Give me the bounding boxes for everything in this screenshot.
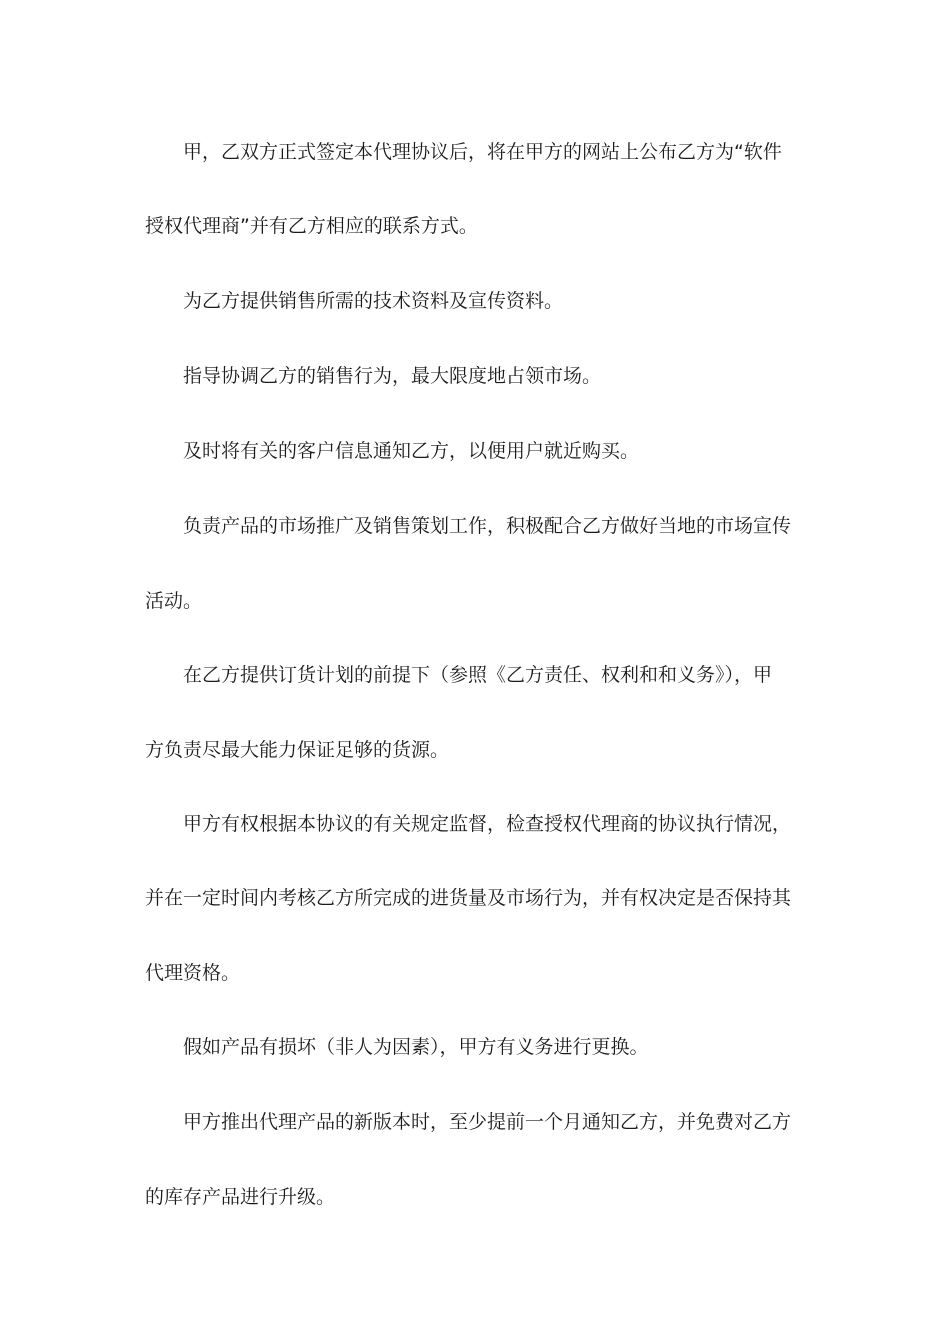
paragraph-3-line-1: 指导协调乙方的销售行为，最大限度地占领市场。 — [183, 365, 602, 387]
paragraph-9-line-1: 甲方推出代理产品的新版本时，至少提前一个月通知乙方，并免费对乙方 — [183, 1111, 792, 1133]
paragraph-2-line-1: 为乙方提供销售所需的技术资料及宣传资料。 — [183, 290, 564, 312]
paragraph-5-line-2: 活动。 — [145, 590, 203, 612]
paragraph-7-line-1: 甲方有权根据本协议的有关规定监督，检查授权代理商的协议执行情况， — [183, 813, 792, 835]
paragraph-6-line-1: 在乙方提供订货计划的前提下（参照《乙方责任、权利和和义务》），甲 — [183, 664, 773, 686]
paragraph-5-line-1: 负责产品的市场推广及销售策划工作，积极配合乙方做好当地的市场宣传 — [183, 515, 792, 537]
paragraph-1-line-2: 授权代理商”并有乙方相应的联系方式。 — [145, 215, 478, 237]
paragraph-6-line-2: 方负责尽最大能力保证足够的货源。 — [145, 739, 450, 761]
paragraph-7-line-2: 并在一定时间内考核乙方所完成的进货量及市场行为，并有权决定是否保持其 — [145, 887, 792, 909]
paragraph-4-line-1: 及时将有关的客户信息通知乙方，以便用户就近购买。 — [183, 440, 640, 462]
paragraph-1-line-1: 甲，乙双方正式签定本代理协议后，将在甲方的网站上公布乙方为“软件 — [183, 141, 782, 163]
paragraph-9-line-2: 的库存产品进行升级。 — [145, 1186, 336, 1208]
paragraph-7-line-3: 代理资格。 — [145, 962, 241, 984]
paragraph-8-line-1: 假如产品有损坏（非人为因素），甲方有义务进行更换。 — [183, 1036, 649, 1058]
